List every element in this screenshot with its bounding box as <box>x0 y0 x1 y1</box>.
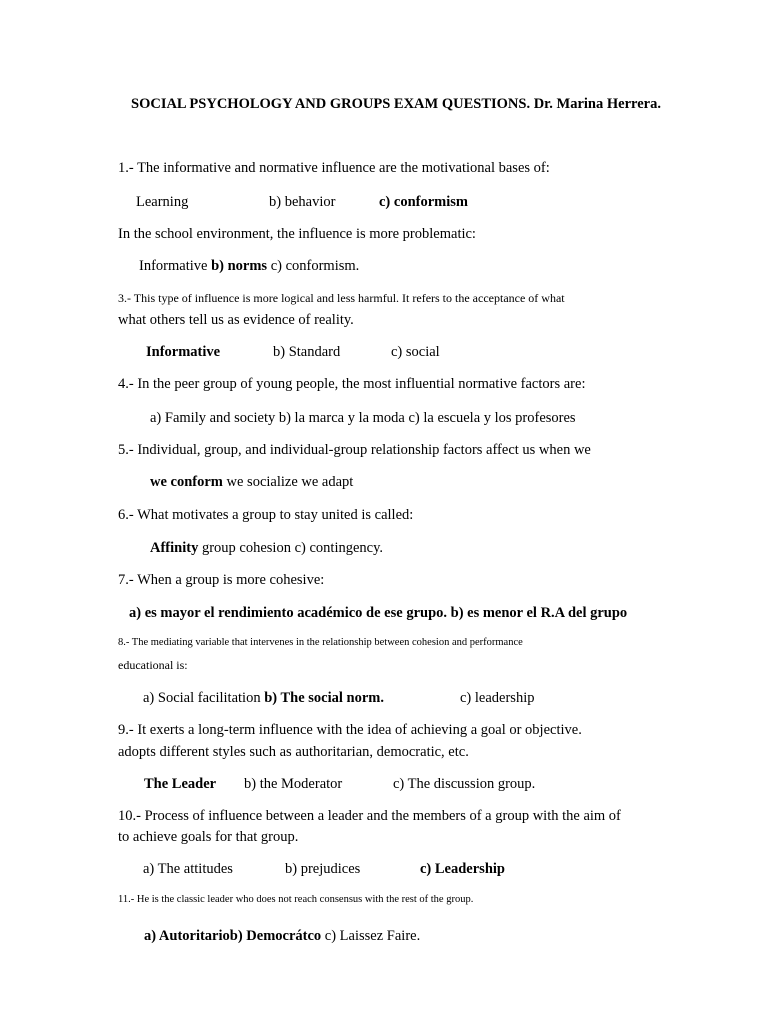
question-7-options: a) es mayor el rendimiento académico de ese grupo. b) es menor el R.A del grupo <box>129 605 628 621</box>
question-8-line-1: 8.- The mediating variable that intervenes in the relationship between cohesion and performance <box>118 637 523 648</box>
question-9-option-b: b) the Moderator <box>244 776 343 792</box>
question-3-option-a: Informative <box>146 344 221 360</box>
question-1-option-a: Learning <box>136 194 189 210</box>
question-8-line-2: educational is: <box>118 658 188 672</box>
question-1-text: 1.- The informative and normative influence are the motivational bases of: <box>118 160 550 176</box>
question-9-line-2: adopts different styles such as authoritarian, democratic, etc. <box>118 744 469 760</box>
question-9-line-1: 9.- It exerts a long-term influence with the idea of achieving a goal or objective. <box>118 722 582 738</box>
question-8-option-b: b) The social norm. <box>264 690 384 706</box>
question-10-line-2: to achieve goals for that group. <box>118 829 299 845</box>
question-3-option-b: b) Standard <box>273 344 341 360</box>
question-3-line-2: what others tell us as evidence of reality. <box>118 312 354 328</box>
question-8-option-a: a) Social facilitation <box>143 690 265 706</box>
question-11-option-rest: c) Laissez Faire. <box>321 928 421 944</box>
question-5-option-rest: we socialize we adapt <box>222 474 354 490</box>
question-5-text: 5.- Individual, group, and individual-group relationship factors affect us when we <box>118 442 591 458</box>
question-7-text: 7.- When a group is more cohesive: <box>118 572 325 588</box>
question-11-option-ab: a) Autoritariob) Democrátco <box>144 928 322 944</box>
question-10-option-c: c) Leadership <box>420 861 505 877</box>
question-9-option-a: The Leader <box>144 776 217 792</box>
question-3-line-1: 3.- This type of influence is more logical and less harmful. It refers to the acceptance of what <box>118 291 565 305</box>
question-10-option-b: b) prejudices <box>285 861 361 877</box>
question-11-options <box>144 929 420 944</box>
page-title: SOCIAL PSYCHOLOGY AND GROUPS EXAM QUESTIONS. Dr. Marina Herrera. <box>131 96 661 112</box>
question-2-option-a: Informative <box>139 258 212 274</box>
question-10-option-a: a) The attitudes <box>143 861 233 877</box>
question-6-options <box>150 541 383 556</box>
question-1-option-b: b) behavior <box>269 194 336 210</box>
question-8-option-c: c) leadership <box>460 690 535 706</box>
question-6-text: 6.- What motivates a group to stay united is called: <box>118 507 414 523</box>
question-10-line-1: 10.- Process of influence between a leader and the members of a group with the aim of <box>118 808 621 824</box>
question-5-option-a: we conform <box>150 474 223 490</box>
question-9-option-c: c) The discussion group. <box>393 776 536 792</box>
question-3-option-c: c) social <box>391 344 440 360</box>
question-2-option-b: b) norms <box>211 258 268 274</box>
question-5-options <box>150 475 353 490</box>
question-2-options <box>139 259 359 274</box>
question-1-option-c: c) conformism <box>379 194 468 210</box>
question-4-text: 4.- In the peer group of young people, the most influential normative factors are: <box>118 376 586 392</box>
question-6-option-rest: group cohesion c) contingency. <box>198 540 384 556</box>
question-2-option-c: c) conformism. <box>267 258 360 274</box>
question-11-text: 11.- He is the classic leader who does not reach consensus with the rest of the group. <box>118 894 474 905</box>
question-4-options: a) Family and society b) la marca y la moda c) la escuela y los profesores <box>150 410 576 426</box>
question-2-text: In the school environment, the influence is more problematic: <box>118 226 476 242</box>
question-6-option-a: Affinity <box>150 540 199 556</box>
question-8-options <box>143 691 384 706</box>
